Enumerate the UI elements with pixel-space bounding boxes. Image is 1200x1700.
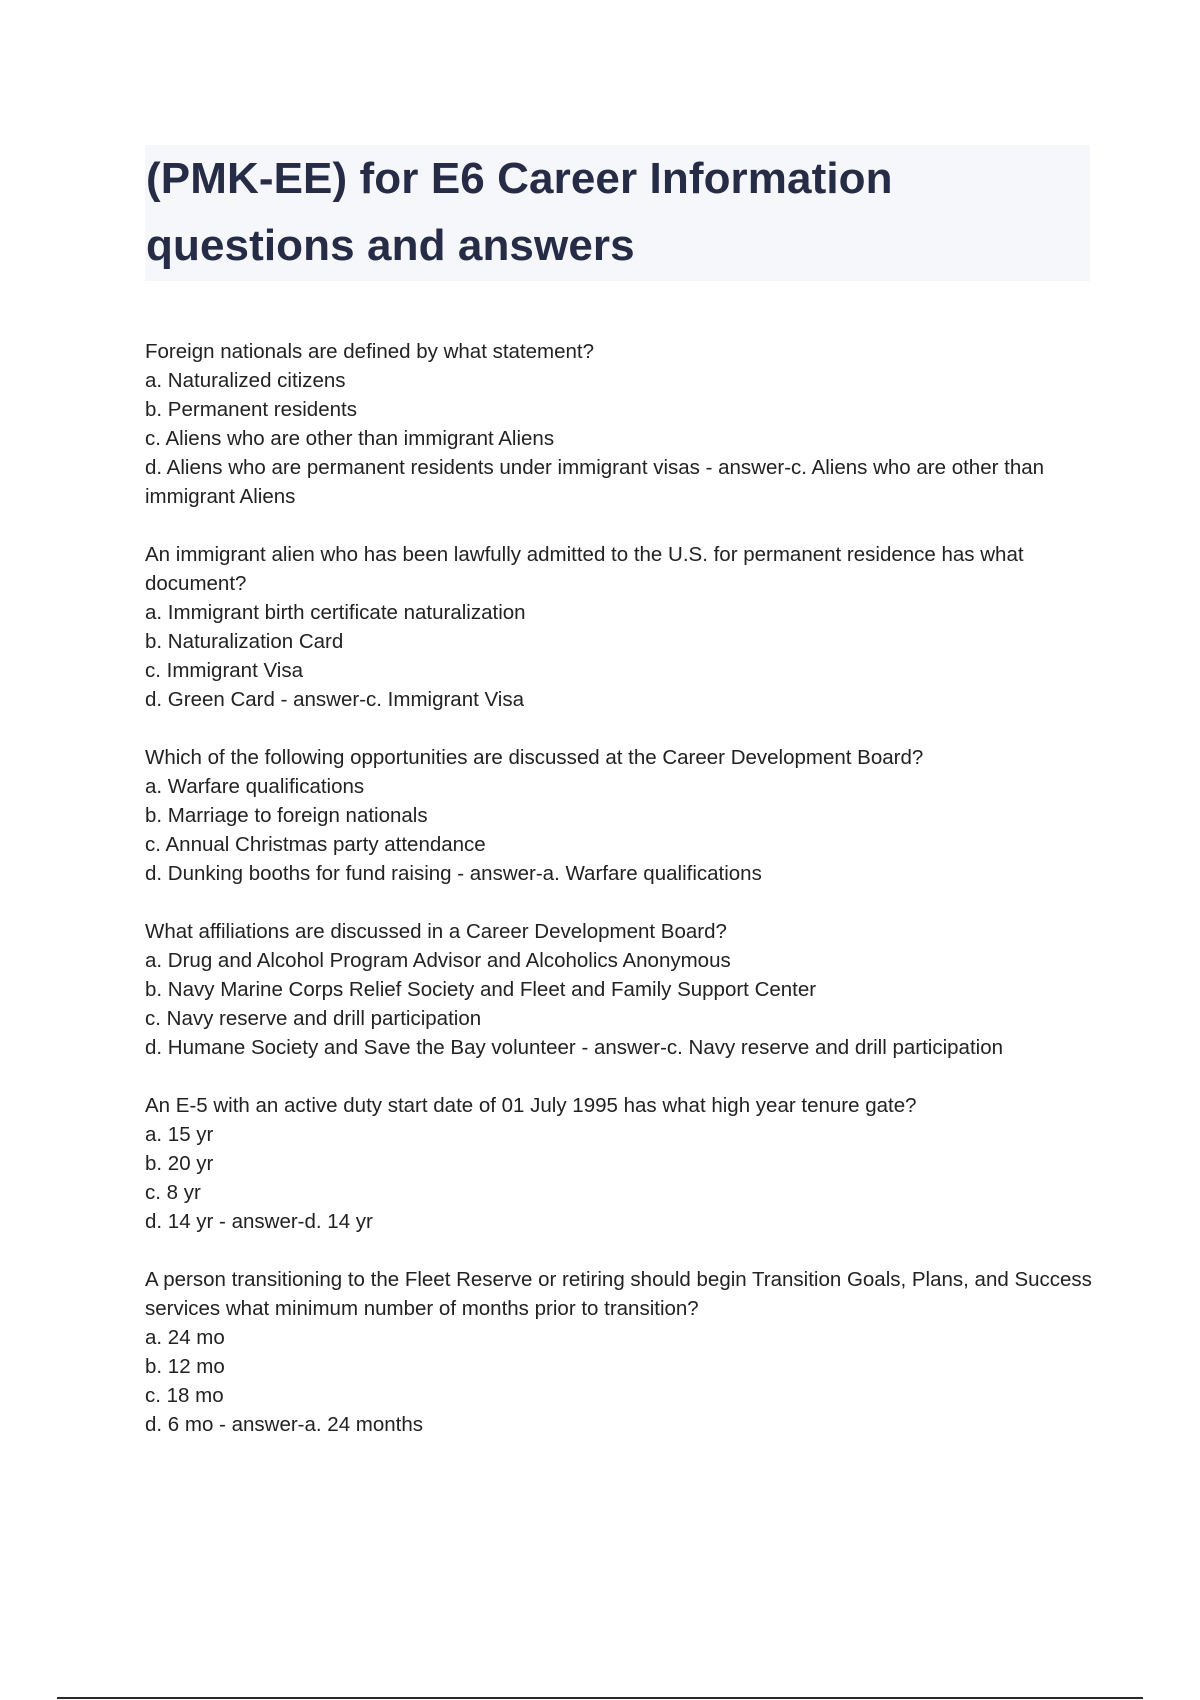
answer-option: c. 18 mo [145,1384,224,1407]
answer-option: d. Humane Society and Save the Bay volunteer - answer-c. Navy reserve and drill participation [145,1036,1004,1059]
answer-option: b. Naturalization Card [145,630,344,653]
answer-option: a. Drug and Alcohol Program Advisor and Alcoholics Anonymous [145,949,731,972]
footer-divider [57,1697,1143,1699]
question-text: An immigrant alien who has been lawfully admitted to the U.S. for permanent residence has what document? [145,543,1024,595]
answer-option: c. Immigrant Visa [145,659,303,682]
answer-option: a. 15 yr [145,1123,214,1146]
answer-option: a. 24 mo [145,1326,225,1349]
question-text: What affiliations are discussed in a Career Development Board? [145,920,727,943]
answer-option: d. Green Card - answer-c. Immigrant Visa [145,688,524,711]
answer-option: c. Annual Christmas party attendance [145,833,486,856]
answer-option: c. 8 yr [145,1181,201,1204]
question-block [145,1265,1100,1439]
title-banner [145,145,1090,281]
question-list [145,337,1100,1468]
answer-option: c. Aliens who are other than immigrant Aliens [145,427,555,450]
question-text: Foreign nationals are defined by what statement? [145,340,594,363]
answer-option: b. 20 yr [145,1152,214,1175]
answer-option: b. Marriage to foreign nationals [145,804,428,827]
question-block [145,337,1100,511]
question-text: An E-5 with an active duty start date of 01 July 1995 has what high year tenure gate? [145,1094,917,1117]
answer-option: b. 12 mo [145,1355,225,1378]
question-text: Which of the following opportunities are discussed at the Career Development Board? [145,746,924,769]
question-text: A person transitioning to the Fleet Reserve or retiring should begin Transition Goals, Plans, and Success services what minimum number of months prior to transition? [145,1268,1092,1320]
answer-option: a. Immigrant birth certificate naturalization [145,601,526,624]
answer-option: d. Aliens who are permanent residents under immigrant visas - answer-c. Aliens who are other than immigrant Aliens [145,456,1045,508]
answer-option: d. Dunking booths for fund raising - answer-a. Warfare qualifications [145,862,762,885]
answer-option: d. 14 yr - answer-d. 14 yr [145,1210,373,1233]
answer-option: a. Warfare qualifications [145,775,365,798]
question-block [145,743,1100,888]
answer-option: b. Permanent residents [145,398,357,421]
answer-option: a. Naturalized citizens [145,369,346,392]
document-title: (PMK-EE) for E6 Career Information questions and answers [146,154,893,270]
answer-option: d. 6 mo - answer-a. 24 months [145,1413,424,1436]
question-block [145,1091,1100,1236]
answer-option: c. Navy reserve and drill participation [145,1007,482,1030]
answer-option: b. Navy Marine Corps Relief Society and Fleet and Family Support Center [145,978,817,1001]
question-block [145,917,1100,1062]
question-block [145,540,1100,714]
